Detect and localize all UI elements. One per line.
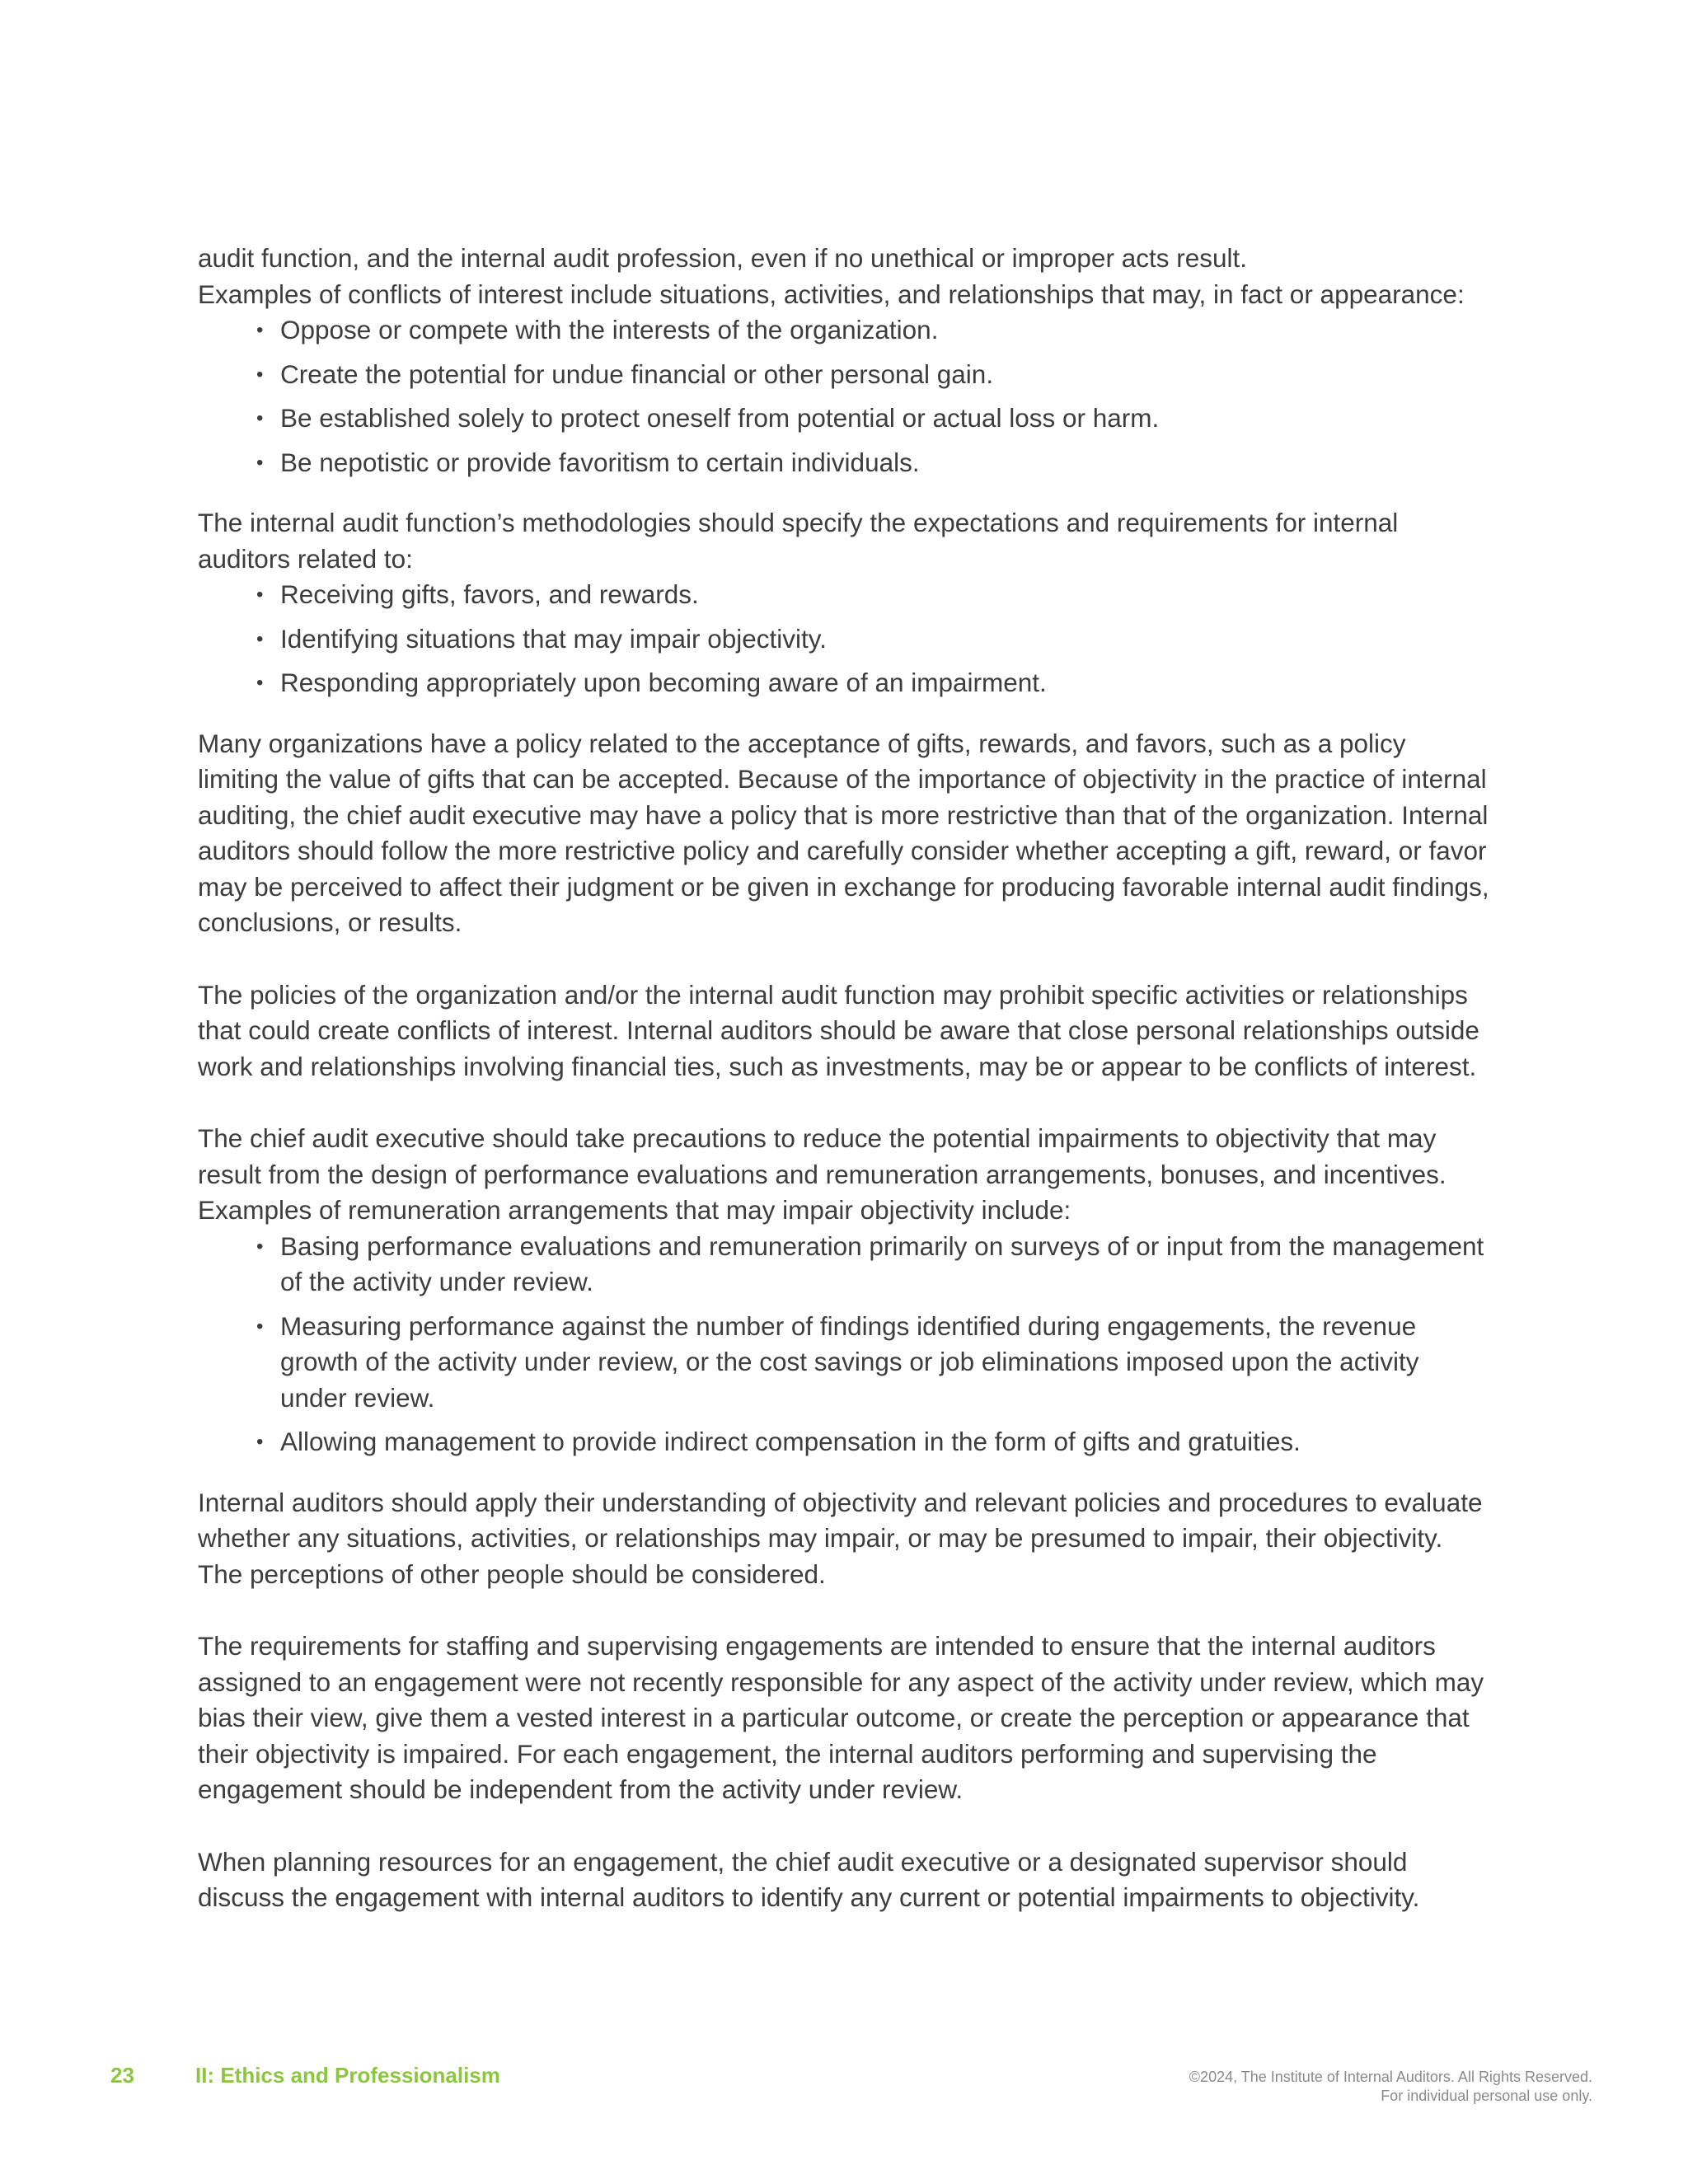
gifts-paragraph: Many organizations have a policy related to the acceptance of gifts, rewards, and favors, such as a policy limiting the value of gifts that can be accepted. Because of the importance of objectivity in the practice of internal auditing, the chief audit executive may have a policy that is more restrictive than that of the organization. Internal auditors should follow the more restrictive policy and carefully consider whether accepting a gift, reward, or favor may be perceived to affect their judgment or be given in exchange for producing favorable internal audit findings, conclusions, or results. <box>198 728 1489 937</box>
body-content <box>198 241 1492 1916</box>
bullet-icon: • <box>256 1315 264 1338</box>
page-number: 23 <box>110 2063 134 2088</box>
bullet-icon: • <box>256 451 264 474</box>
bullet-icon: • <box>256 1235 264 1258</box>
list-item: • Basing performance evaluations and remuneration primarily on surveys of or input from the management of the activity under review. <box>280 1229 1492 1301</box>
precautions-paragraph: The chief audit executive should take precautions to reduce the potential impairments to objectivity that may result from the design of performance evaluations and remuneration arrangements, bonuses, and incentives. Examples of remuneration arrangements that may impair objectivity include: <box>198 1123 1447 1225</box>
bullet-icon: • <box>256 627 264 650</box>
list-item: • Allowing management to provide indirect compensation in the form of gifts and gratuities. <box>280 1424 1492 1460</box>
list-item: • Oppose or compete with the interests of the organization. <box>280 312 1492 349</box>
bullet-icon: • <box>256 363 264 386</box>
policies-paragraph: The policies of the organization and/or the internal audit function may prohibit specific activities or relationships that could create conflicts of interest. Internal auditors should be aware that close personal relationships outside work and relationships involving financial ties, such as investments, may be or appear to be conflicts of interest. <box>198 979 1479 1081</box>
methodologies-paragraph: The internal audit function’s methodologies should specify the expectations and requirements for internal auditors related to: <box>198 508 1399 574</box>
list-item: • Measuring performance against the number of findings identified during engagements, the revenue growth of the activity under review, or the cost savings or job eliminations imposed upon the activity under review. <box>280 1309 1492 1417</box>
copyright-line-2: For individual personal use only. <box>1381 2088 1592 2104</box>
requirements-list <box>198 577 1492 701</box>
list-item: • Receiving gifts, favors, and rewards. <box>280 577 1492 613</box>
copyright-notice <box>1189 2068 1592 2106</box>
copyright-line-1: ©2024, The Institute of Internal Auditors. All Rights Reserved. <box>1189 2069 1592 2085</box>
list-item: • Identifying situations that may impair objectivity. <box>280 621 1492 658</box>
bullet-icon: • <box>256 583 264 606</box>
list-item: • Be nepotistic or provide favoritism to certain individuals. <box>280 445 1492 481</box>
list-item: • Responding appropriately upon becoming aware of an impairment. <box>280 665 1492 701</box>
staffing-paragraph: The requirements for staffing and supervising engagements are intended to ensure that the internal auditors assigned to an engagement were not recently responsible for any aspect of the activity under review, which may bias their view, give them a vested interest in a particular outcome, or create the perception or appearance that their objectivity is impaired. For each engagement, the internal auditors performing and supervising the engagement should be independent from the activity under review. <box>198 1631 1484 1804</box>
section-title: II: Ethics and Professionalism <box>195 2063 500 2088</box>
understanding-paragraph: Internal auditors should apply their understanding of objectivity and relevant policies and procedures to evaluate whether any situations, activities, or relationships may impair, or may be presumed to impair, their objectivity. The perceptions of other people should be considered. <box>198 1487 1483 1589</box>
intro-line-2: Examples of conflicts of interest include situations, activities, and relationships that may, in fact or appearance: <box>198 279 1465 309</box>
list-item: • Create the potential for undue financial or other personal gain. <box>280 357 1492 393</box>
list-item: • Be established solely to protect oneself from potential or actual loss or harm. <box>280 401 1492 437</box>
bullet-icon: • <box>256 407 264 429</box>
bullet-icon: • <box>256 319 264 341</box>
bullet-icon: • <box>256 1431 264 1453</box>
remuneration-list <box>198 1229 1492 1460</box>
planning-paragraph: When planning resources for an engagement, the chief audit executive or a designated supervisor should discuss the engagement with internal auditors to identify any current or potential impairments to objectivity. <box>198 1846 1420 1912</box>
conflict-examples-list <box>198 312 1492 480</box>
intro-line-1: audit function, and the internal audit profession, even if no unethical or improper acts result. <box>198 243 1247 273</box>
bullet-icon: • <box>256 672 264 694</box>
